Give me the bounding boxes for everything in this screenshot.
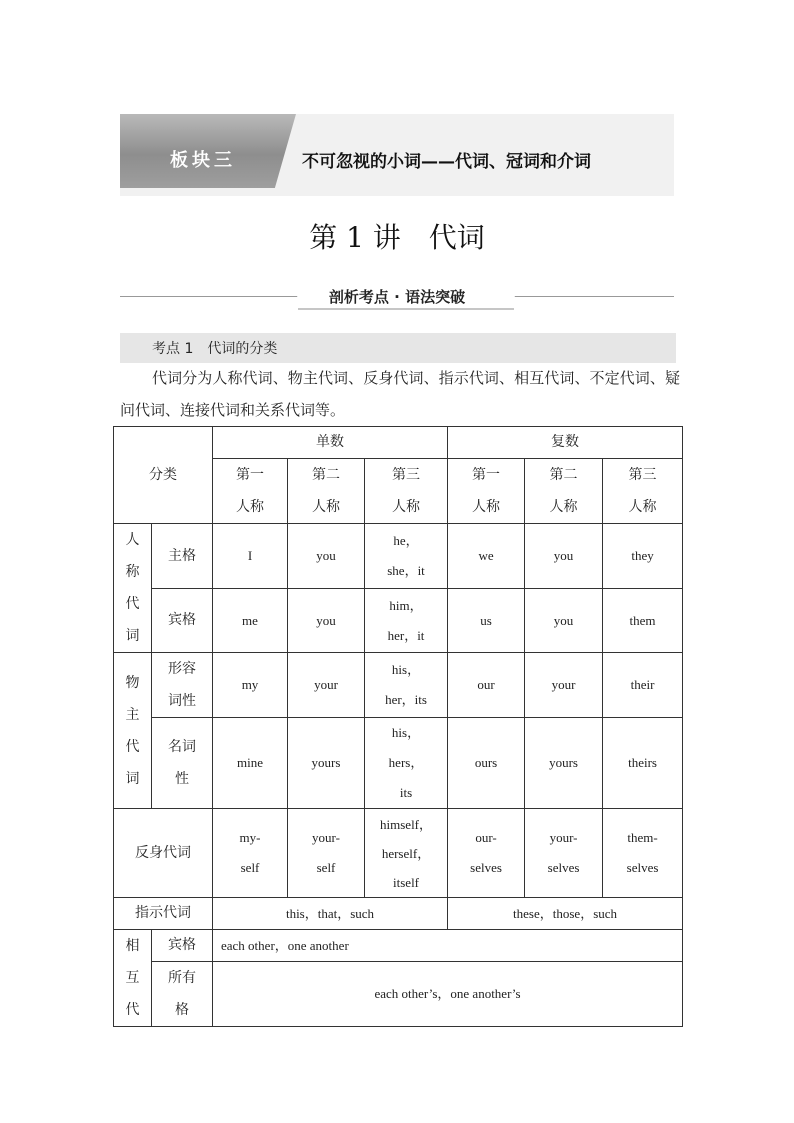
table-cell: you [288, 524, 365, 589]
table-cell: him， her，it [365, 589, 448, 653]
table-cell: us [448, 589, 525, 653]
table-cell: these，those，such [448, 898, 683, 930]
table-cell: my [213, 653, 288, 718]
table-cell: this，that，such [213, 898, 448, 930]
table-cell: each other，one another [213, 930, 683, 962]
header-category: 分类 [114, 427, 213, 524]
point-heading: 考点 1 代词的分类 [152, 341, 278, 357]
table-cell: I [213, 524, 288, 589]
header-singular-first: 第一 人称 [213, 459, 288, 524]
table-cell: his， hers， its [365, 718, 448, 809]
row-label-reciprocal-objective: 宾格 [152, 930, 213, 962]
table-cell: your- selves [525, 809, 603, 898]
table-cell: your [525, 653, 603, 718]
row-label-reciprocal-possessive: 所有 格 [152, 962, 213, 1027]
table-cell: yours [525, 718, 603, 809]
row-label-adjectival: 形容 词性 [152, 653, 213, 718]
table-cell: they [603, 524, 683, 589]
table-cell: mine [213, 718, 288, 809]
header-singular: 单数 [213, 427, 448, 459]
table-cell: you [525, 589, 603, 653]
header-singular-second: 第二 人称 [288, 459, 365, 524]
table-cell: each other’s，one another’s [213, 962, 683, 1027]
table-cell: you [525, 524, 603, 589]
pronoun-table [113, 426, 683, 1027]
row-label-demonstrative: 指示代词 [114, 898, 213, 930]
row-label-subjective: 主格 [152, 524, 213, 589]
group-personal: 人 称 代 词 [114, 524, 152, 653]
section-label: 剖析考点 · 语法突破 [328, 288, 466, 306]
table-cell: you [288, 589, 365, 653]
table-cell: our [448, 653, 525, 718]
module-title: 不可忽视的小词——代词、冠词和介词 [302, 152, 591, 172]
intro-paragraph: 代词分为人称代词、物主代词、反身代词、指示代词、相互代词、不定代词、疑问代词、连接代词和关系代词等。 [120, 369, 680, 419]
group-reciprocal: 相 互 代 [114, 930, 152, 1027]
group-possessive: 物 主 代 词 [114, 653, 152, 809]
table-cell: his， her，its [365, 653, 448, 718]
table-cell: we [448, 524, 525, 589]
header-singular-third: 第三 人称 [365, 459, 448, 524]
table-cell: your- self [288, 809, 365, 898]
table-cell: our- selves [448, 809, 525, 898]
table-cell: he， she，it [365, 524, 448, 589]
table-cell: them [603, 589, 683, 653]
table-cell: my- self [213, 809, 288, 898]
table-cell: ours [448, 718, 525, 809]
header-plural-second: 第二 人称 [525, 459, 603, 524]
header-plural-third: 第三 人称 [603, 459, 683, 524]
row-label-reflexive: 反身代词 [114, 809, 213, 898]
header-plural: 复数 [448, 427, 683, 459]
table-cell: your [288, 653, 365, 718]
table-cell: me [213, 589, 288, 653]
table-cell: their [603, 653, 683, 718]
row-label-objective: 宾格 [152, 589, 213, 653]
module-tab-label: 板块三 [170, 150, 236, 171]
table-cell: theirs [603, 718, 683, 809]
row-label-nominal: 名词 性 [152, 718, 213, 809]
lecture-title: 第 1 讲 代词 [309, 221, 485, 254]
table-cell: yours [288, 718, 365, 809]
table-cell: them- selves [603, 809, 683, 898]
header-plural-first: 第一 人称 [448, 459, 525, 524]
table-cell: himself， herself， itself [365, 809, 448, 898]
